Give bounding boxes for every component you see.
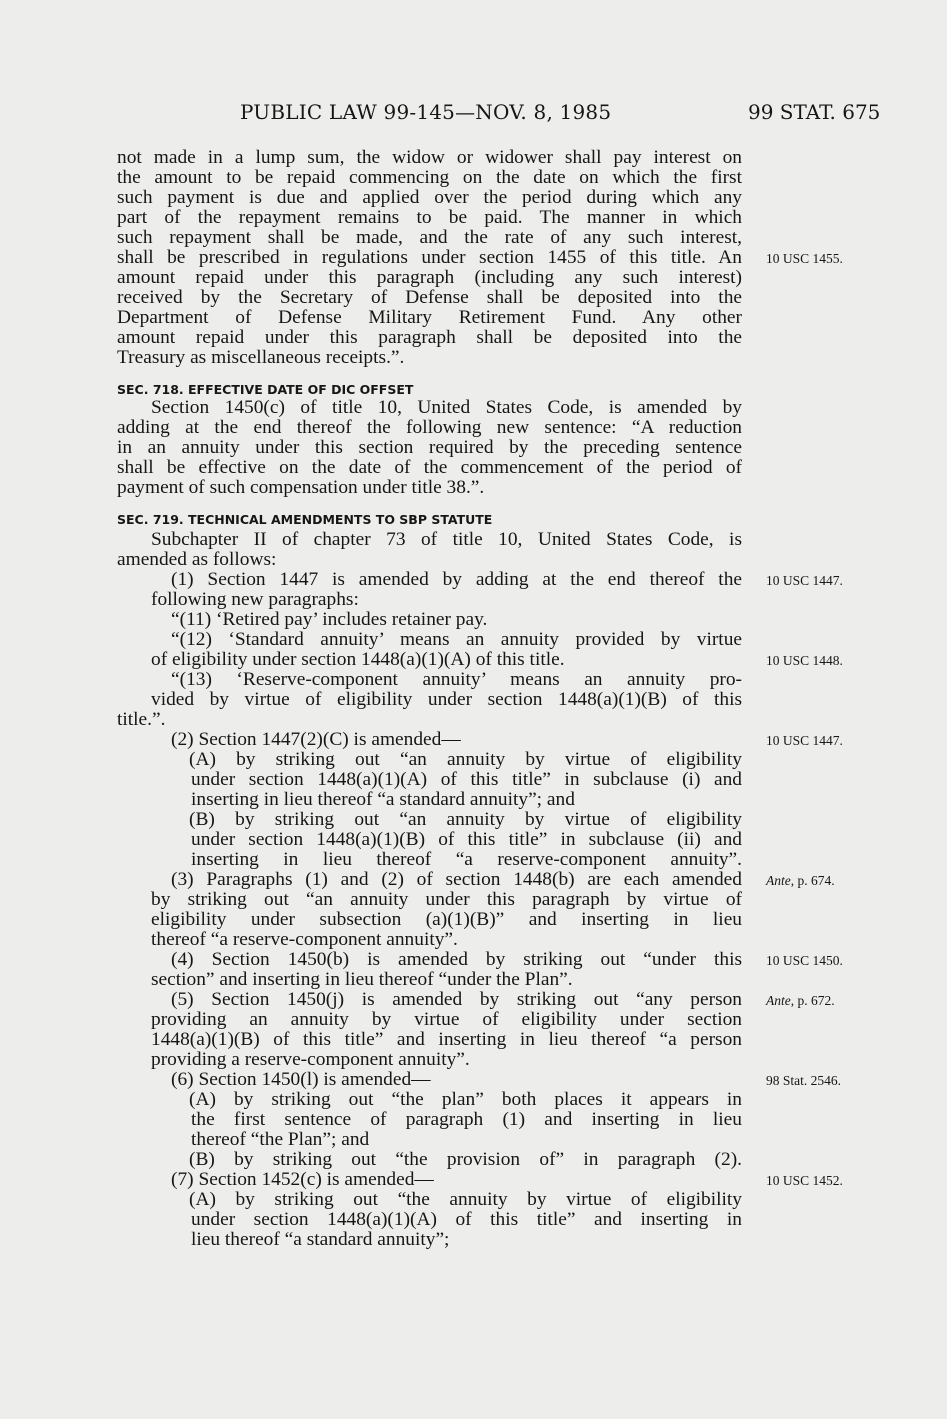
text-line: under section 1448(a)(1)(B) of this title” in subclause (ii) and <box>191 829 742 850</box>
text-line: thereof “the Plan”; and <box>191 1129 370 1150</box>
text-line: (B) by striking out “an annuity by virtue of eligibility <box>189 809 742 830</box>
text-line: (2) Section 1447(2)(C) is amended— <box>171 729 461 750</box>
text-line: Department of Defense Military Retirement Fund. Any other <box>117 307 742 328</box>
text-line: 1448(a)(1)(B) of this title” and inserting in lieu thereof “a person <box>151 1029 742 1050</box>
text-line: Section 1450(c) of title 10, United States Code, is amended by <box>151 397 742 418</box>
text-line: (4) Section 1450(b) is amended by striking out “under this <box>171 949 742 970</box>
text-line: title.”. <box>117 709 166 730</box>
text-line: (3) Paragraphs (1) and (2) of section 1448(b) are each amended <box>171 869 742 890</box>
text-line: of eligibility under section 1448(a)(1)(A) of this title. <box>151 649 565 670</box>
margin-citation: 98 Stat. 2546. <box>766 1073 842 1088</box>
text-line: the first sentence of paragraph (1) and inserting in lieu <box>191 1109 742 1130</box>
margin-citation: Ante, p. 672. <box>766 993 835 1008</box>
margin-citation: 10 USC 1452. <box>766 1173 843 1188</box>
text-line: (5) Section 1450(j) is amended by striking out “any person <box>171 989 742 1010</box>
margin-citation: Ante, p. 674. <box>766 873 835 888</box>
text-line: such payment is due and applied over the period during which any <box>117 187 742 208</box>
text-line: part of the repayment remains to be paid. The manner in which <box>117 207 742 228</box>
text-line: amended as follows: <box>117 549 277 570</box>
text-line: under section 1448(a)(1)(A) of this title” and inserting in <box>191 1209 742 1230</box>
text-line: (1) Section 1447 is amended by adding at the end thereof the <box>171 569 742 590</box>
page-header <box>0 100 947 130</box>
text-line: amount repaid under this paragraph (including any such interest) <box>117 267 742 288</box>
text-line: “(12) ‘Standard annuity’ means an annuity provided by virtue <box>171 629 742 650</box>
text-line: providing a reserve-component annuity”. <box>151 1049 470 1070</box>
text-line: such repayment shall be made, and the rate of any such interest, <box>117 227 742 248</box>
text-line: section” and inserting in lieu thereof “under the Plan”. <box>151 969 573 990</box>
margin-citation: 10 USC 1448. <box>766 653 843 668</box>
text-line: providing an annuity by virtue of eligibility under section <box>151 1009 742 1030</box>
section-heading: SEC. 718. EFFECTIVE DATE OF DIC OFFSET <box>117 382 414 397</box>
text-line: payment of such compensation under title 38.”. <box>117 477 485 498</box>
text-line: inserting in lieu thereof “a standard annuity”; and <box>191 789 575 810</box>
text-line: shall be effective on the date of the commencement of the period of <box>117 457 742 478</box>
text-line: lieu thereof “a standard annuity”; <box>191 1229 450 1250</box>
running-title: PUBLIC LAW 99-145—NOV. 8, 1985 <box>240 100 612 124</box>
text-line: (7) Section 1452(c) is amended— <box>171 1169 434 1190</box>
text-line: eligibility under subsection (a)(1)(B)” and inserting in lieu <box>151 909 742 930</box>
text-line: vided by virtue of eligibility under section 1448(a)(1)(B) of this <box>151 689 742 710</box>
text-line: under section 1448(a)(1)(A) of this title” in subclause (i) and <box>191 769 742 790</box>
text-line: (A) by striking out “the annuity by virtue of eligibility <box>189 1189 742 1210</box>
margin-citation: 10 USC 1450. <box>766 953 843 968</box>
text-line: (A) by striking out “an annuity by virtue of eligibility <box>189 749 742 770</box>
text-line: inserting in lieu thereof “a reserve-component annuity”. <box>191 849 742 870</box>
margin-citation: 10 USC 1447. <box>766 733 843 748</box>
text-line: (6) Section 1450(l) is amended— <box>171 1069 431 1090</box>
text-line: in an annuity under this section required by the preceding sentence <box>117 437 742 458</box>
margin-citation: 10 USC 1447. <box>766 573 843 588</box>
text-line: the amount to be repaid commencing on the date on which the first <box>117 167 742 188</box>
section-heading: SEC. 719. TECHNICAL AMENDMENTS TO SBP STATUTE <box>117 512 493 527</box>
text-line: following new paragraphs: <box>151 589 359 610</box>
text-line: Subchapter II of chapter 73 of title 10, United States Code, is <box>151 529 742 550</box>
margin-citation: 10 USC 1455. <box>766 251 843 266</box>
text-line: amount repaid under this paragraph shall be deposited into the <box>117 327 742 348</box>
text-line: adding at the end thereof the following new sentence: “A reduction <box>117 417 742 438</box>
text-line: thereof “a reserve-component annuity”. <box>151 929 458 950</box>
text-line: not made in a lump sum, the widow or widower shall pay interest on <box>117 147 742 168</box>
text-line: “(11) ‘Retired pay’ includes retainer pay. <box>171 609 488 630</box>
text-line: received by the Secretary of Defense shall be deposited into the <box>117 287 742 308</box>
text-line: (A) by striking out “the plan” both places it appears in <box>189 1089 742 1110</box>
text-line: by striking out “an annuity under this paragraph by virtue of <box>151 889 742 910</box>
text-line: shall be prescribed in regulations under section 1455 of this title. An <box>117 247 742 268</box>
text-line: “(13) ‘Reserve-component annuity’ means an annuity pro- <box>171 669 742 690</box>
text-line: Treasury as miscellaneous receipts.”. <box>117 347 405 368</box>
text-line: (B) by striking out “the provision of” in paragraph (2). <box>189 1149 742 1170</box>
statute-page-number: 99 STAT. 675 <box>748 100 881 124</box>
